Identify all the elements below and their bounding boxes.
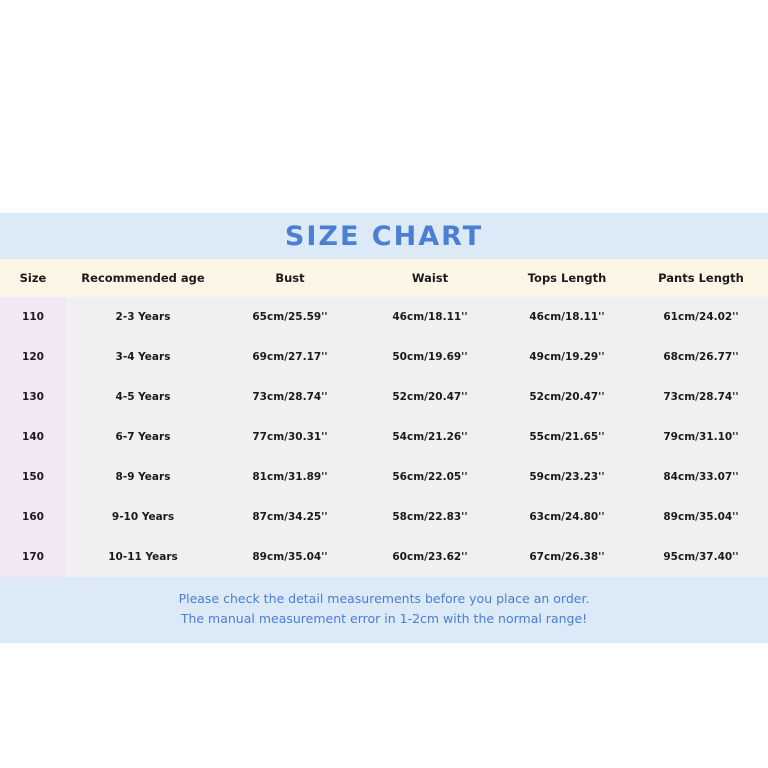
cell-bust: 81cm/31.89'' [220,457,360,497]
cell-size: 150 [0,457,66,497]
table-row [0,497,768,537]
table-header [0,259,768,297]
table-body [0,297,768,577]
cell-pants-length: 61cm/24.02'' [634,297,768,337]
cell-pants-length: 68cm/26.77'' [634,337,768,377]
cell-bust: 87cm/34.25'' [220,497,360,537]
cell-pants-length: 84cm/33.07'' [634,457,768,497]
table-header-row [0,259,768,297]
title-band [0,213,768,259]
cell-age: 8-9 Years [66,457,220,497]
cell-bust: 65cm/25.59'' [220,297,360,337]
column-header-waist: Waist [360,259,500,297]
table-row [0,337,768,377]
table-row [0,457,768,497]
page-title: SIZE CHART [284,220,484,252]
cell-pants-length: 73cm/28.74'' [634,377,768,417]
cell-waist: 54cm/21.26'' [360,417,500,457]
cell-waist: 56cm/22.05'' [360,457,500,497]
cell-pants-length: 95cm/37.40'' [634,537,768,577]
note-band [0,577,768,643]
cell-tops-length: 63cm/24.80'' [500,497,634,537]
cell-tops-length: 59cm/23.23'' [500,457,634,497]
cell-bust: 89cm/35.04'' [220,537,360,577]
column-header-bust: Bust [220,259,360,297]
table-row [0,297,768,337]
table-row [0,377,768,417]
cell-waist: 60cm/23.62'' [360,537,500,577]
cell-age: 2-3 Years [66,297,220,337]
cell-waist: 58cm/22.83'' [360,497,500,537]
cell-size: 120 [0,337,66,377]
table-row [0,537,768,577]
cell-tops-length: 52cm/20.47'' [500,377,634,417]
cell-age: 3-4 Years [66,337,220,377]
column-header-size: Size [0,259,66,297]
cell-tops-length: 67cm/26.38'' [500,537,634,577]
note-line-1: Please check the detail measurements before you place an order. [178,591,590,606]
cell-waist: 46cm/18.11'' [360,297,500,337]
column-header-recommended-age: Recommended age [66,259,220,297]
cell-age: 9-10 Years [66,497,220,537]
cell-waist: 50cm/19.69'' [360,337,500,377]
cell-age: 6-7 Years [66,417,220,457]
cell-bust: 69cm/27.17'' [220,337,360,377]
cell-tops-length: 55cm/21.65'' [500,417,634,457]
cell-tops-length: 49cm/19.29'' [500,337,634,377]
cell-size: 110 [0,297,66,337]
cell-pants-length: 79cm/31.10'' [634,417,768,457]
cell-age: 4-5 Years [66,377,220,417]
cell-size: 160 [0,497,66,537]
cell-bust: 77cm/30.31'' [220,417,360,457]
cell-age: 10-11 Years [66,537,220,577]
column-header-tops-length: Tops Length [500,259,634,297]
cell-pants-length: 89cm/35.04'' [634,497,768,537]
cell-tops-length: 46cm/18.11'' [500,297,634,337]
table-row [0,417,768,457]
size-table [0,259,768,577]
size-chart-block [0,213,768,643]
cell-bust: 73cm/28.74'' [220,377,360,417]
cell-size: 130 [0,377,66,417]
column-header-pants-length: Pants Length [634,259,768,297]
cell-waist: 52cm/20.47'' [360,377,500,417]
cell-size: 170 [0,537,66,577]
cell-size: 140 [0,417,66,457]
note-line-2: The manual measurement error in 1-2cm with the normal range! [180,611,588,626]
